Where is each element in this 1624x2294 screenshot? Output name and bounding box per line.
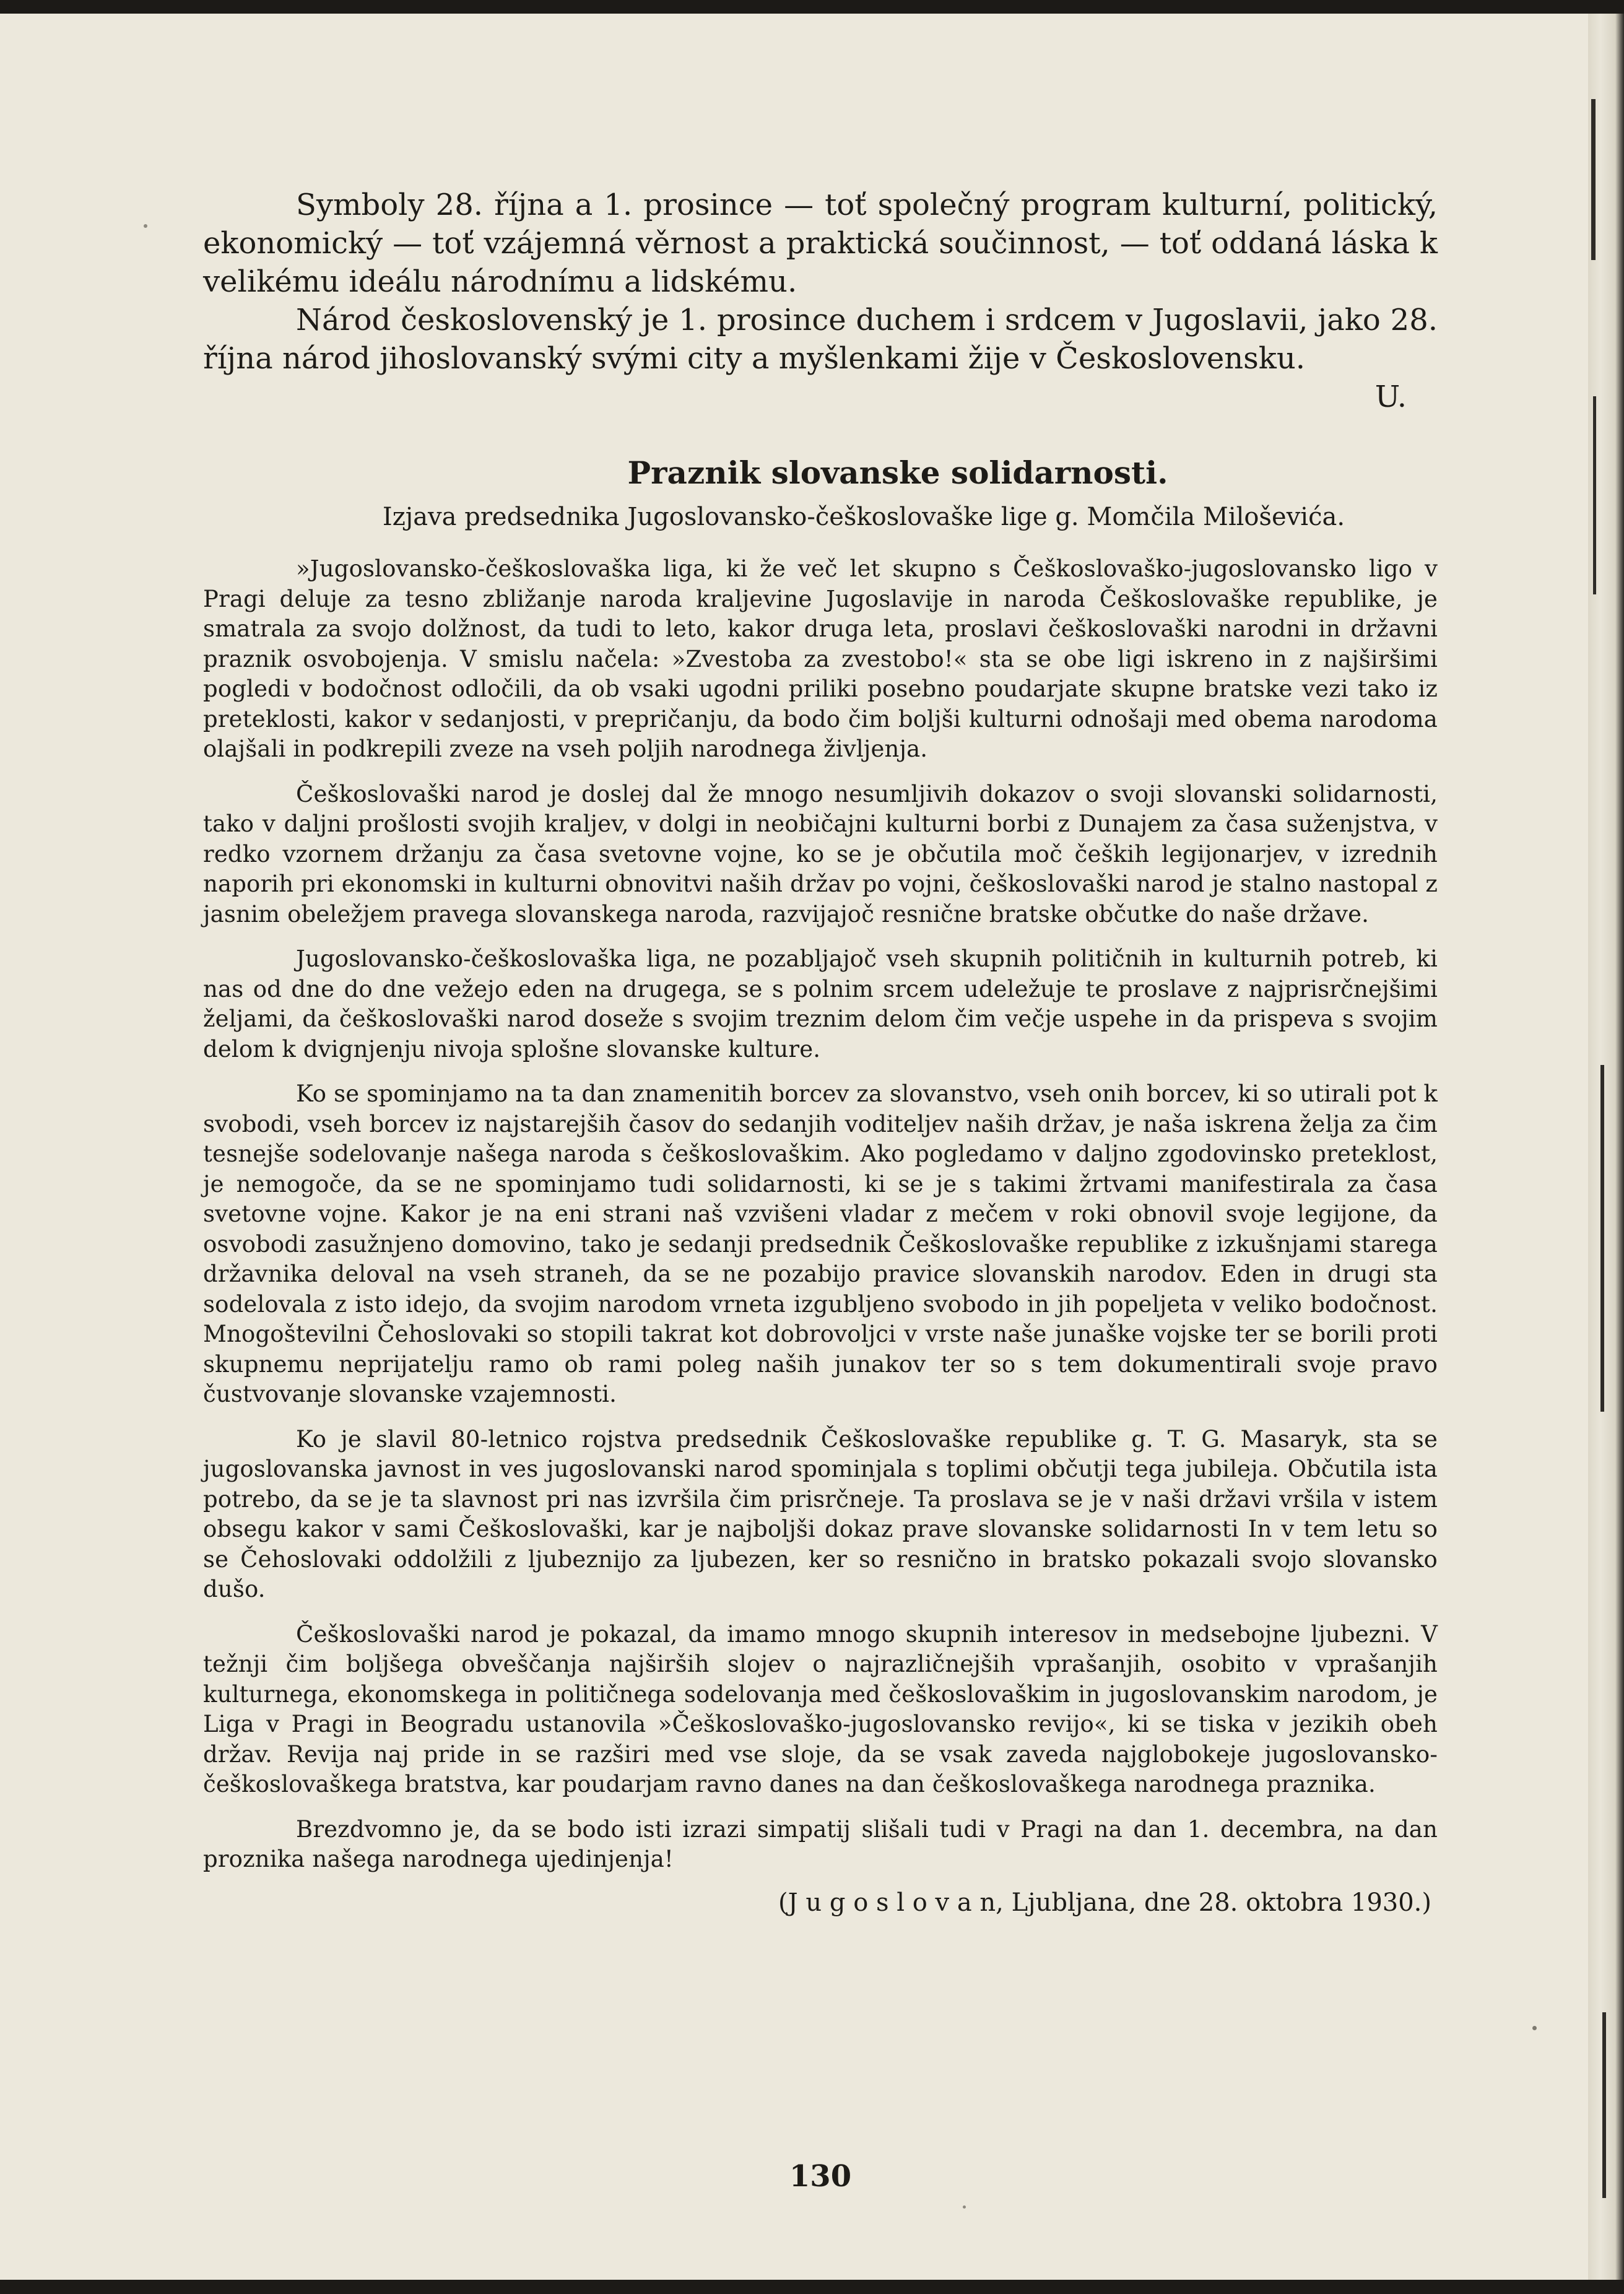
article-title: Praznik slovanske solidarnosti. bbox=[627, 454, 1168, 491]
scan-speck bbox=[1532, 2026, 1537, 2030]
binding-edge-line bbox=[1602, 2012, 1606, 2198]
scan-speck bbox=[963, 2205, 966, 2209]
article-paragraph: Ko se spominjamo na ta dan znamenitih borcev za slovanstvo, vseh onih borcev, ki so utirali pot k svobodi, vseh borcev iz najstarejših časov do sedanjih voditeljev naših držav, je naša iskrena želja za čim tesnejše sodelovanje našega naroda s češkoslovaškim. Ako pogledamo v daljno zgodovinsko preteklost, je nemogoče, da se ne spominjamo tudi solidarnosti, ki se je s takimi žrtvami manifestirala za časa svetovne vojne. Kakor je na eni strani naš vzvišeni vladar z mečem v roki obnovil svoje legijone, da osvobodi zasužnjeno domovino, tako je sedanji predsednik Češkoslovaške republike z izkušnjami starega državnika deloval na vseh straneh, da se ne pozabijo pravice slovanskih narodov. Eden in drugi sta sodelovala z isto idejo, da svojim narodom vrneta izgubljeno svobodo in jih popeljeta v veliko bodočnost. Mnogoštevilni Čehoslovaki so stopili takrat kot dobrovoljci v vrste naše junaške vojske ter se borili proti skupnemu neprijatelju ramo ob rami poleg naših junakov ter so s tem dokumentirali svoje pravo čustvovanje slovanske vzajemnosti. bbox=[203, 1080, 1438, 1407]
scan-speck bbox=[144, 224, 147, 228]
article-paragraph: Brezdvomno je, da se bodo isti izrazi simpatij slišali tudi v Pragi na dan 1. decembra, na dan proznika našega narodnega ujedinjenja! bbox=[203, 1815, 1438, 1872]
page-number: 130 bbox=[789, 2159, 852, 2194]
article-paragraph: Jugoslovansko-češkoslovaška liga, ne pozabljajoč vseh skupnih političnih in kulturnih potreb, ki nas od dne do dne vežejo eden na drugega, se s polnim srcem udeležuje te proslave z najprisrčnejšimi željami, da češkoslovaški narod doseže s svojim treznim delom čim večje uspehe in da prispeva s svojim delom k dvignjenju nivoja splošne slovanske kulture. bbox=[203, 945, 1438, 1062]
article-source: (J u g o s l o v a n, Ljubljana, dne 28. oktobra 1930.) bbox=[778, 1888, 1431, 1917]
intro-paragraph: Národ československý je 1. prosince duchem i srdcem v Jugoslavii, jako 28. října národ jihoslovanský svými city a myšlenkami žije v Československu. bbox=[203, 303, 1438, 376]
binding-edge-line bbox=[1593, 396, 1596, 594]
article-paragraph: Ko je slavil 80-letnico rojstva predsednik Češkoslovaške republike g. T. G. Masaryk, sta se jugoslovanska javnost in ves jugoslovanski narod spominjala s toplimi občutji tega jubileja. Občutila ista potrebo, da se je ta slavnost pri nas izvršila čim prisrčneje. Ta proslava se je v naši državi vršila v istem obsegu kakor v sami Češkoslovaški, kar je najboljši dokaz prave slovanske solidarnosti In v tem letu so se Čehoslovaki oddolžili z ljubeznijo za ljubezen, ker so resnično in bratsko pokazali svojo slovansko dušo. bbox=[203, 1425, 1438, 1602]
article-subtitle: Izjava predsednika Jugoslovansko-češkoslovaške lige g. Momčila Miloševića. bbox=[382, 503, 1345, 531]
binding-edge bbox=[1588, 14, 1624, 2280]
intro-paragraph: Symboly 28. října a 1. prosince — toť společný program kulturní, politický, ekonomický — toť vzájemná věrnost a praktická součinnost, — toť oddaná láska k velikému ideálu národnímu a lidskému. bbox=[203, 188, 1438, 299]
article-paragraph: »Jugoslovansko-češkoslovaška liga, ki že več let skupno s Češkoslovaško-jugoslovansko ligo v Pragi deluje za tesno zbližanje naroda kraljevine Jugoslavije in naroda Češkoslovaške republike, je smatrala za svojo dolžnost, da tudi to leto, kakor druga leta, proslavi češkoslovaški narodni in državni praznik osvobojenja. V smislu načela: »Zvestoba za zvestobo!« sta se obe ligi iskreno in z najširšimi pogledi v bodočnost odločili, da ob vsaki ugodni priliki posebno poudarjate skupne bratske vezi tako iz preteklosti, kakor v sedanjosti, v prepričanju, da bodo čim boljši kulturni odnošaji med obema narodoma olajšali in podkrepili zveze na vseh poljih narodnega življenja. bbox=[203, 555, 1438, 762]
article-paragraph: Češkoslovaški narod je doslej dal že mnogo nesumljivih dokazov o svoji slovanski solidarnosti, tako v daljni prošlosti svojih kraljev, v dolgi in neobičajni kulturni borbi z Dunajem za časa suženjstva, v redko vzornem držanju za časa svetovne vojne, ko se je občutila moč čeških legijonarjev, v izrednih naporih pri ekonomski in kulturni obnovitvi naših držav po vojni, češkoslovaški narod je stalno nastopal z jasnim obeležjem pravega slovanskega naroda, razvijajoč resnične bratske občutke do naše države. bbox=[203, 780, 1438, 928]
binding-edge-line bbox=[1600, 1065, 1604, 1412]
binding-edge-line bbox=[1591, 99, 1596, 260]
article-paragraph: Češkoslovaški narod je pokazal, da imamo mnogo skupnih interesov in medsebojne ljubezni. V težnji čim boljšega obveščanja najširših slojev o najrazličnejših vprašanjih, osobito v vprašanjih kulturnega, ekonomskega in političnega sodelovanja med češkoslovaškim in jugoslovanskim narodom, je Liga v Pragi in Beogradu ustanovila »Češkoslovaško-jugoslovansko revijo«, ki se tiska v jezikih obeh držav. Revija naj pride in se razširi med vse sloje, da se vsak zaveda najglobokeje jugoslovansko-češkoslovaškega bratstva, kar poudarjam ravno danes na dan češkoslovaškega narodnega praznika. bbox=[203, 1620, 1438, 1797]
text-column bbox=[203, 186, 1438, 1919]
intro-signature: U. bbox=[1374, 380, 1407, 414]
document-page bbox=[0, 14, 1588, 2280]
